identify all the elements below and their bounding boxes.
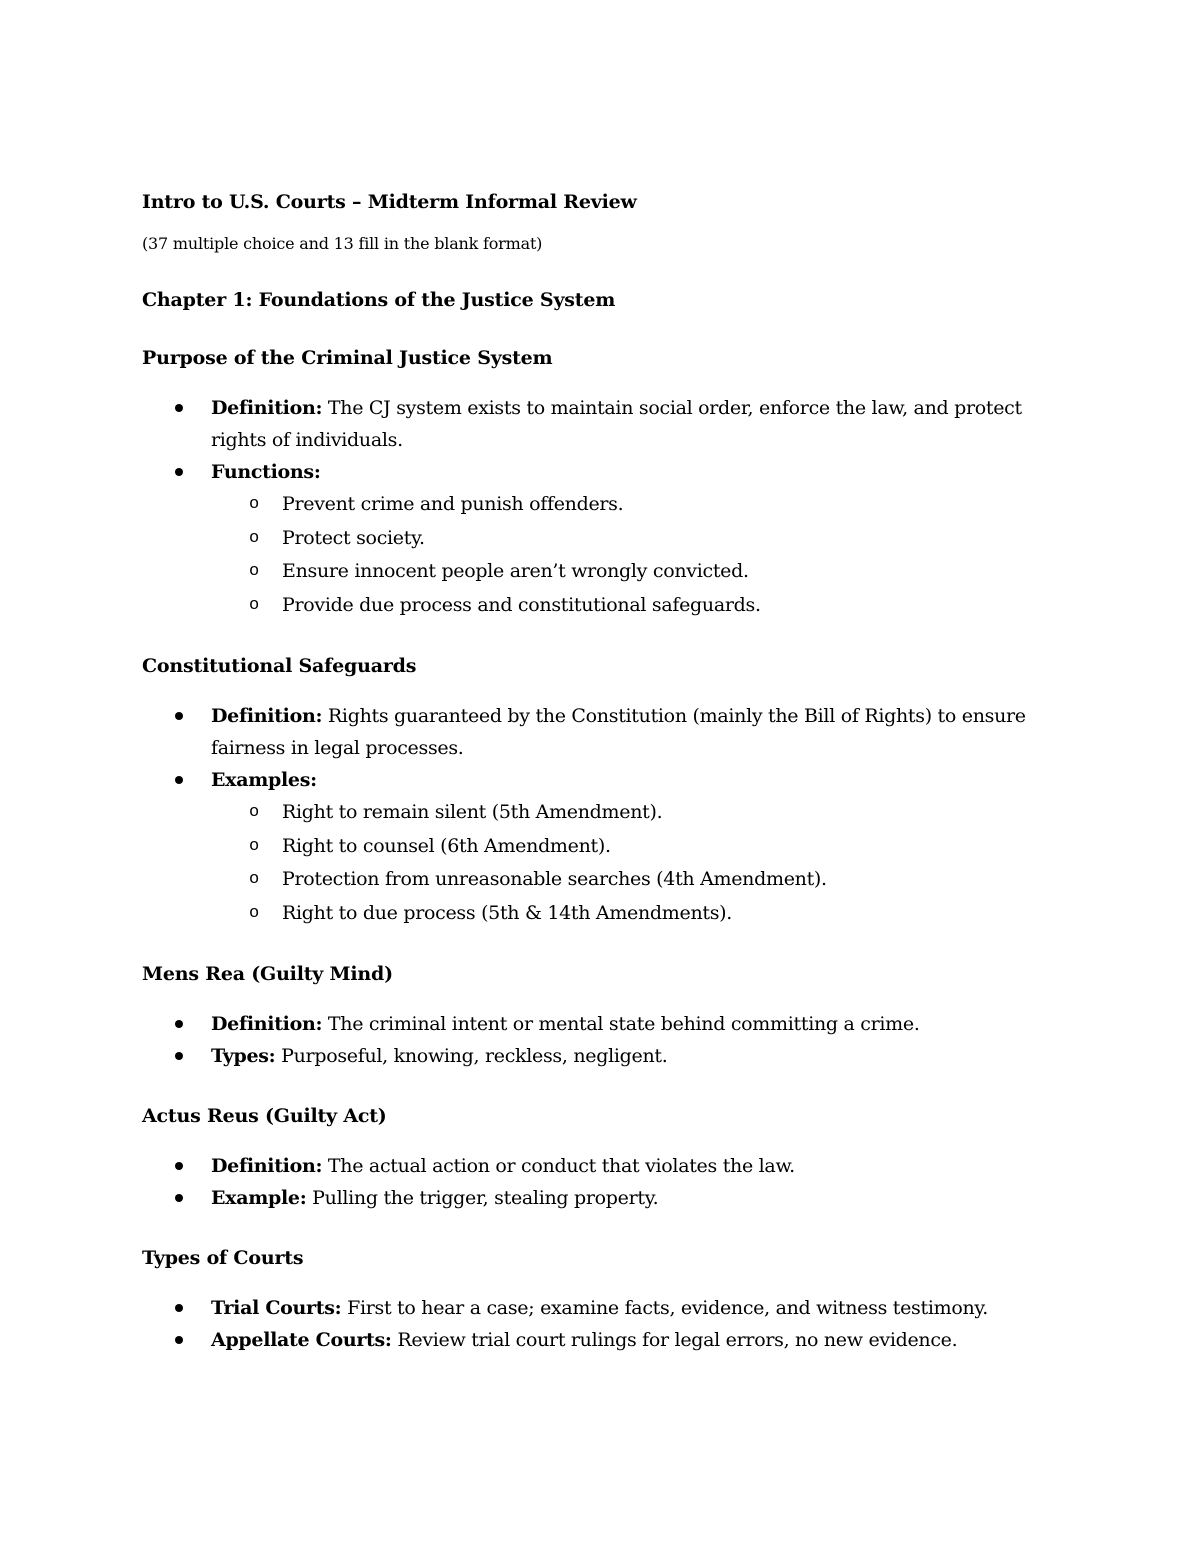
item-label: Definition: [211, 1155, 323, 1177]
circle-bullet-icon: o [249, 528, 259, 548]
bullet-icon [175, 1336, 183, 1344]
sub-list-item [211, 796, 1062, 830]
section-constitutional-safeguards [142, 652, 1062, 930]
item-text: The CJ system exists to maintain social order, enforce the law, and protect rights of individuals. [211, 397, 1022, 451]
list-item [142, 456, 1062, 622]
circle-bullet-icon: o [249, 595, 259, 615]
document-page [142, 188, 1062, 1356]
sub-list [211, 488, 1062, 622]
bullet-list [142, 1292, 1062, 1356]
item-text: The criminal intent or mental state behind committing a crime. [322, 1013, 920, 1035]
item-label: Example: [211, 1187, 307, 1209]
item-text: Review trial court rulings for legal errors, no new evidence. [391, 1329, 958, 1351]
bullet-icon [175, 1194, 183, 1202]
circle-bullet-icon: o [249, 903, 259, 923]
bullet-icon [175, 468, 183, 476]
section-heading: Purpose of the Criminal Justice System [142, 347, 553, 369]
bullet-list [142, 700, 1062, 930]
section-actus-reus [142, 1102, 1062, 1214]
list-item [142, 764, 1062, 930]
item-text: Purposeful, knowing, reckless, negligent. [275, 1045, 668, 1067]
sub-list-item [211, 522, 1062, 556]
bullet-icon [175, 1304, 183, 1312]
bullet-icon [175, 712, 183, 720]
list-item [142, 1324, 1062, 1356]
list-item [142, 1182, 1062, 1214]
section-types-of-courts [142, 1244, 1062, 1356]
list-item [142, 1040, 1062, 1072]
item-label: Definition: [211, 1013, 323, 1035]
circle-bullet-icon: o [249, 803, 259, 822]
item-label: Functions: [211, 461, 321, 483]
section-heading: Types of Courts [142, 1247, 304, 1269]
chapter-heading: Chapter 1: Foundations of the Justice System [142, 289, 616, 311]
list-item [142, 1292, 1062, 1324]
document-title: Intro to U.S. Courts – Midterm Informal Review [142, 191, 637, 213]
bullet-icon [175, 1020, 183, 1028]
section-heading: Constitutional Safeguards [142, 655, 417, 677]
circle-bullet-icon: o [249, 562, 259, 581]
document-subtitle: (37 multiple choice and 13 fill in the blank format) [142, 234, 543, 253]
sub-item-text: Ensure innocent people aren’t wrongly convicted. [282, 560, 749, 582]
bullet-list [142, 1150, 1062, 1214]
sub-list-item [211, 488, 1062, 522]
item-label: Trial Courts: [211, 1297, 342, 1319]
sub-list-item [211, 830, 1062, 864]
sub-list-item [211, 863, 1062, 897]
sub-item-text: Right to due process (5th & 14th Amendments). [282, 901, 733, 924]
circle-bullet-icon: o [249, 836, 259, 856]
item-text: Pulling the trigger, stealing property. [306, 1187, 659, 1209]
item-label: Appellate Courts: [211, 1329, 392, 1351]
list-item [142, 1008, 1062, 1040]
circle-bullet-icon: o [249, 495, 259, 514]
bullet-icon [175, 404, 183, 412]
section-heading: Actus Reus (Guilty Act) [142, 1105, 387, 1127]
item-label: Types: [211, 1045, 276, 1067]
item-text: Rights guaranteed by the Constitution (mainly the Bill of Rights) to ensure fairness in legal processes. [211, 705, 1026, 759]
bullet-list [142, 392, 1062, 622]
sub-list-item [211, 555, 1062, 589]
section-heading: Mens Rea (Guilty Mind) [142, 963, 393, 985]
bullet-icon [175, 1162, 183, 1170]
section-purpose [142, 344, 1062, 622]
circle-bullet-icon: o [249, 870, 259, 889]
item-text: The actual action or conduct that violates the law. [322, 1155, 795, 1177]
item-label: Definition: [211, 705, 323, 727]
item-text: First to hear a case; examine facts, evidence, and witness testimony. [341, 1297, 989, 1319]
sub-list [211, 796, 1062, 930]
sub-list-item [211, 589, 1062, 623]
sub-item-text: Protect society. [282, 526, 425, 549]
section-mens-rea [142, 960, 1062, 1072]
item-label: Definition: [211, 397, 323, 419]
sub-item-text: Protection from unreasonable searches (4th Amendment). [282, 868, 827, 890]
bullet-icon [175, 776, 183, 784]
sub-item-text: Provide due process and constitutional safeguards. [282, 593, 761, 616]
bullet-list [142, 1008, 1062, 1072]
list-item [142, 392, 1062, 456]
sub-item-text: Prevent crime and punish offenders. [282, 493, 624, 515]
list-item [142, 1150, 1062, 1182]
sub-item-text: Right to counsel (6th Amendment). [282, 834, 611, 857]
sub-item-text: Right to remain silent (5th Amendment). [282, 801, 663, 823]
list-item [142, 700, 1062, 764]
sub-list-item [211, 897, 1062, 931]
bullet-icon [175, 1052, 183, 1060]
item-label: Examples: [211, 769, 317, 791]
